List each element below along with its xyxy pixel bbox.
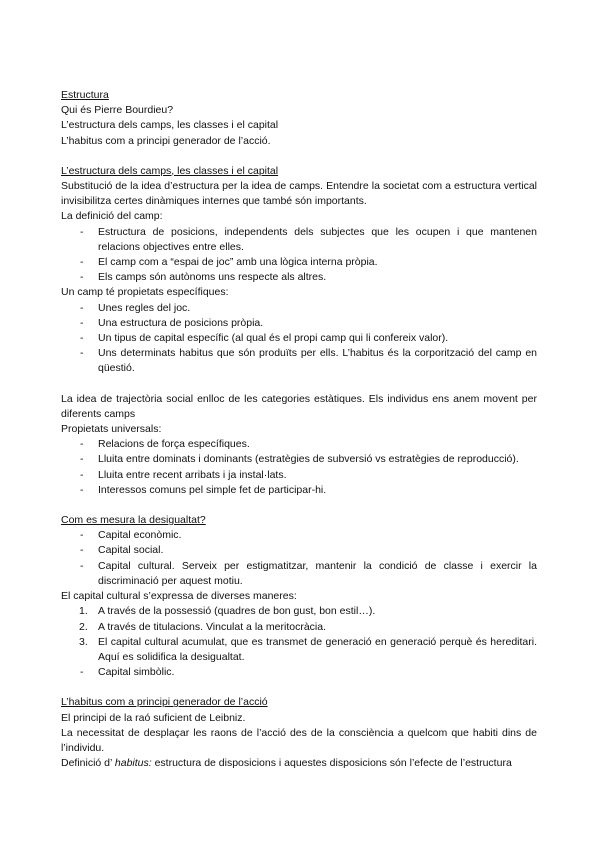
- list-number: 2.: [79, 620, 88, 633]
- specific-properties-list: [61, 301, 537, 377]
- leibniz-line: El principi de la raó suficient de Leibniz.: [61, 711, 246, 724]
- list-item: - Els camps són autònoms uns respecte als altres.: [61, 270, 537, 285]
- habitus-definition: [61, 756, 537, 771]
- definition-term: habitus:: [114, 757, 152, 770]
- list-item: - Capital econòmic.: [61, 528, 537, 543]
- capital-types-list: [61, 528, 537, 589]
- list-item: - Capital simbòlic.: [61, 665, 537, 680]
- list-item: - Lluita entre dominats i dominants (estratègies de subversió vs estratègies de reproducció).: [61, 452, 537, 467]
- list-item-text: El capital cultural acumulat, que es transmet de generació en generació perquè és hereditari. Aquí es solidifica la desigualtat.: [98, 635, 537, 663]
- list-item: [61, 635, 537, 665]
- section3-heading: L’habitus com a principi generador de l’acció: [61, 696, 268, 709]
- definition-rest: estructura de disposicions i aquestes disposicions són l’efecte de l’estructura: [151, 757, 512, 770]
- document-body: [61, 88, 537, 771]
- field-definition-label: La definició del camp:: [61, 210, 163, 223]
- specific-properties-label: Un camp té propietats específiques:: [61, 286, 229, 299]
- list-item: - Interessos comuns pel simple fet de participar-hi.: [61, 483, 537, 498]
- list-item-text: A través de titulacions. Vinculat a la meritocràcia.: [98, 620, 327, 633]
- list-number: 1.: [79, 605, 88, 618]
- trajectory-paragraph: La idea de trajectòria social enlloc de les categories estàtiques. Els individus ens anem movent per diferents camps: [61, 392, 537, 420]
- toc-item-1: Qui és Pierre Bourdieu?: [61, 104, 174, 117]
- cultural-capital-list: [61, 604, 537, 665]
- list-item: - Una estructura de posicions pròpia.: [61, 316, 537, 331]
- list-item: - El camp com a “espai de joc” amb una lògica interna pròpia.: [61, 255, 537, 270]
- list-item: - Relacions de força específiques.: [61, 437, 537, 452]
- list-item: [61, 620, 537, 635]
- list-item: [61, 604, 537, 619]
- list-item: - Uns determinats habitus que són produïts per ells. L’habitus és la corporització del camp en qüestió.: [61, 346, 537, 376]
- reasons-paragraph: La necessitat de desplaçar les raons de l’acció des de la consciència a quelcom que habiti dins de l’individu.: [61, 726, 537, 754]
- list-item: - Capital social.: [61, 543, 537, 558]
- list-number: 3.: [79, 635, 88, 648]
- toc-heading: Estructura: [61, 89, 109, 101]
- list-item: - Un tipus de capital específic (al qual és el propi camp qui li confereix valor).: [61, 331, 537, 346]
- toc-item-3: L’habitus com a principi generador de l’acció.: [61, 134, 271, 147]
- toc-item-2: L’estructura dels camps, les classes i el capital: [61, 119, 279, 132]
- definition-prefix: Definició d’: [61, 757, 115, 770]
- list-item: - Estructura de posicions, independents dels subjectes que les ocupen i que mantenen relacions objectives entre elles.: [61, 225, 537, 255]
- field-definition-list: [61, 225, 537, 286]
- universal-properties-label: Propietats universals:: [61, 423, 162, 436]
- section2-heading: Com es mesura la desigualtat?: [61, 514, 206, 527]
- list-item: - Lluita entre recent arribats i ja instal·lats.: [61, 468, 537, 483]
- section1-intro: Substitució de la idea d’estructura per la idea de camps. Entendre la societat com a estructura vertical invisibilitza certes dinàmiques internes que també són importants.: [61, 180, 537, 208]
- list-item-text: A través de la possessió (quadres de bon gust, bon estil…).: [98, 605, 376, 618]
- list-item: - Unes regles del joc.: [61, 301, 537, 316]
- list-item: - Capital cultural. Serveix per estigmatitzar, mantenir la condició de classe i exercir la discriminació per aquest motiu.: [61, 559, 537, 589]
- universal-properties-list: [61, 437, 537, 498]
- section1-heading: L’estructura dels camps, les classes i el capital: [61, 164, 279, 177]
- symbolic-capital-list: [61, 665, 537, 680]
- cultural-capital-label: El capital cultural s’expressa de diverses maneres:: [61, 590, 297, 603]
